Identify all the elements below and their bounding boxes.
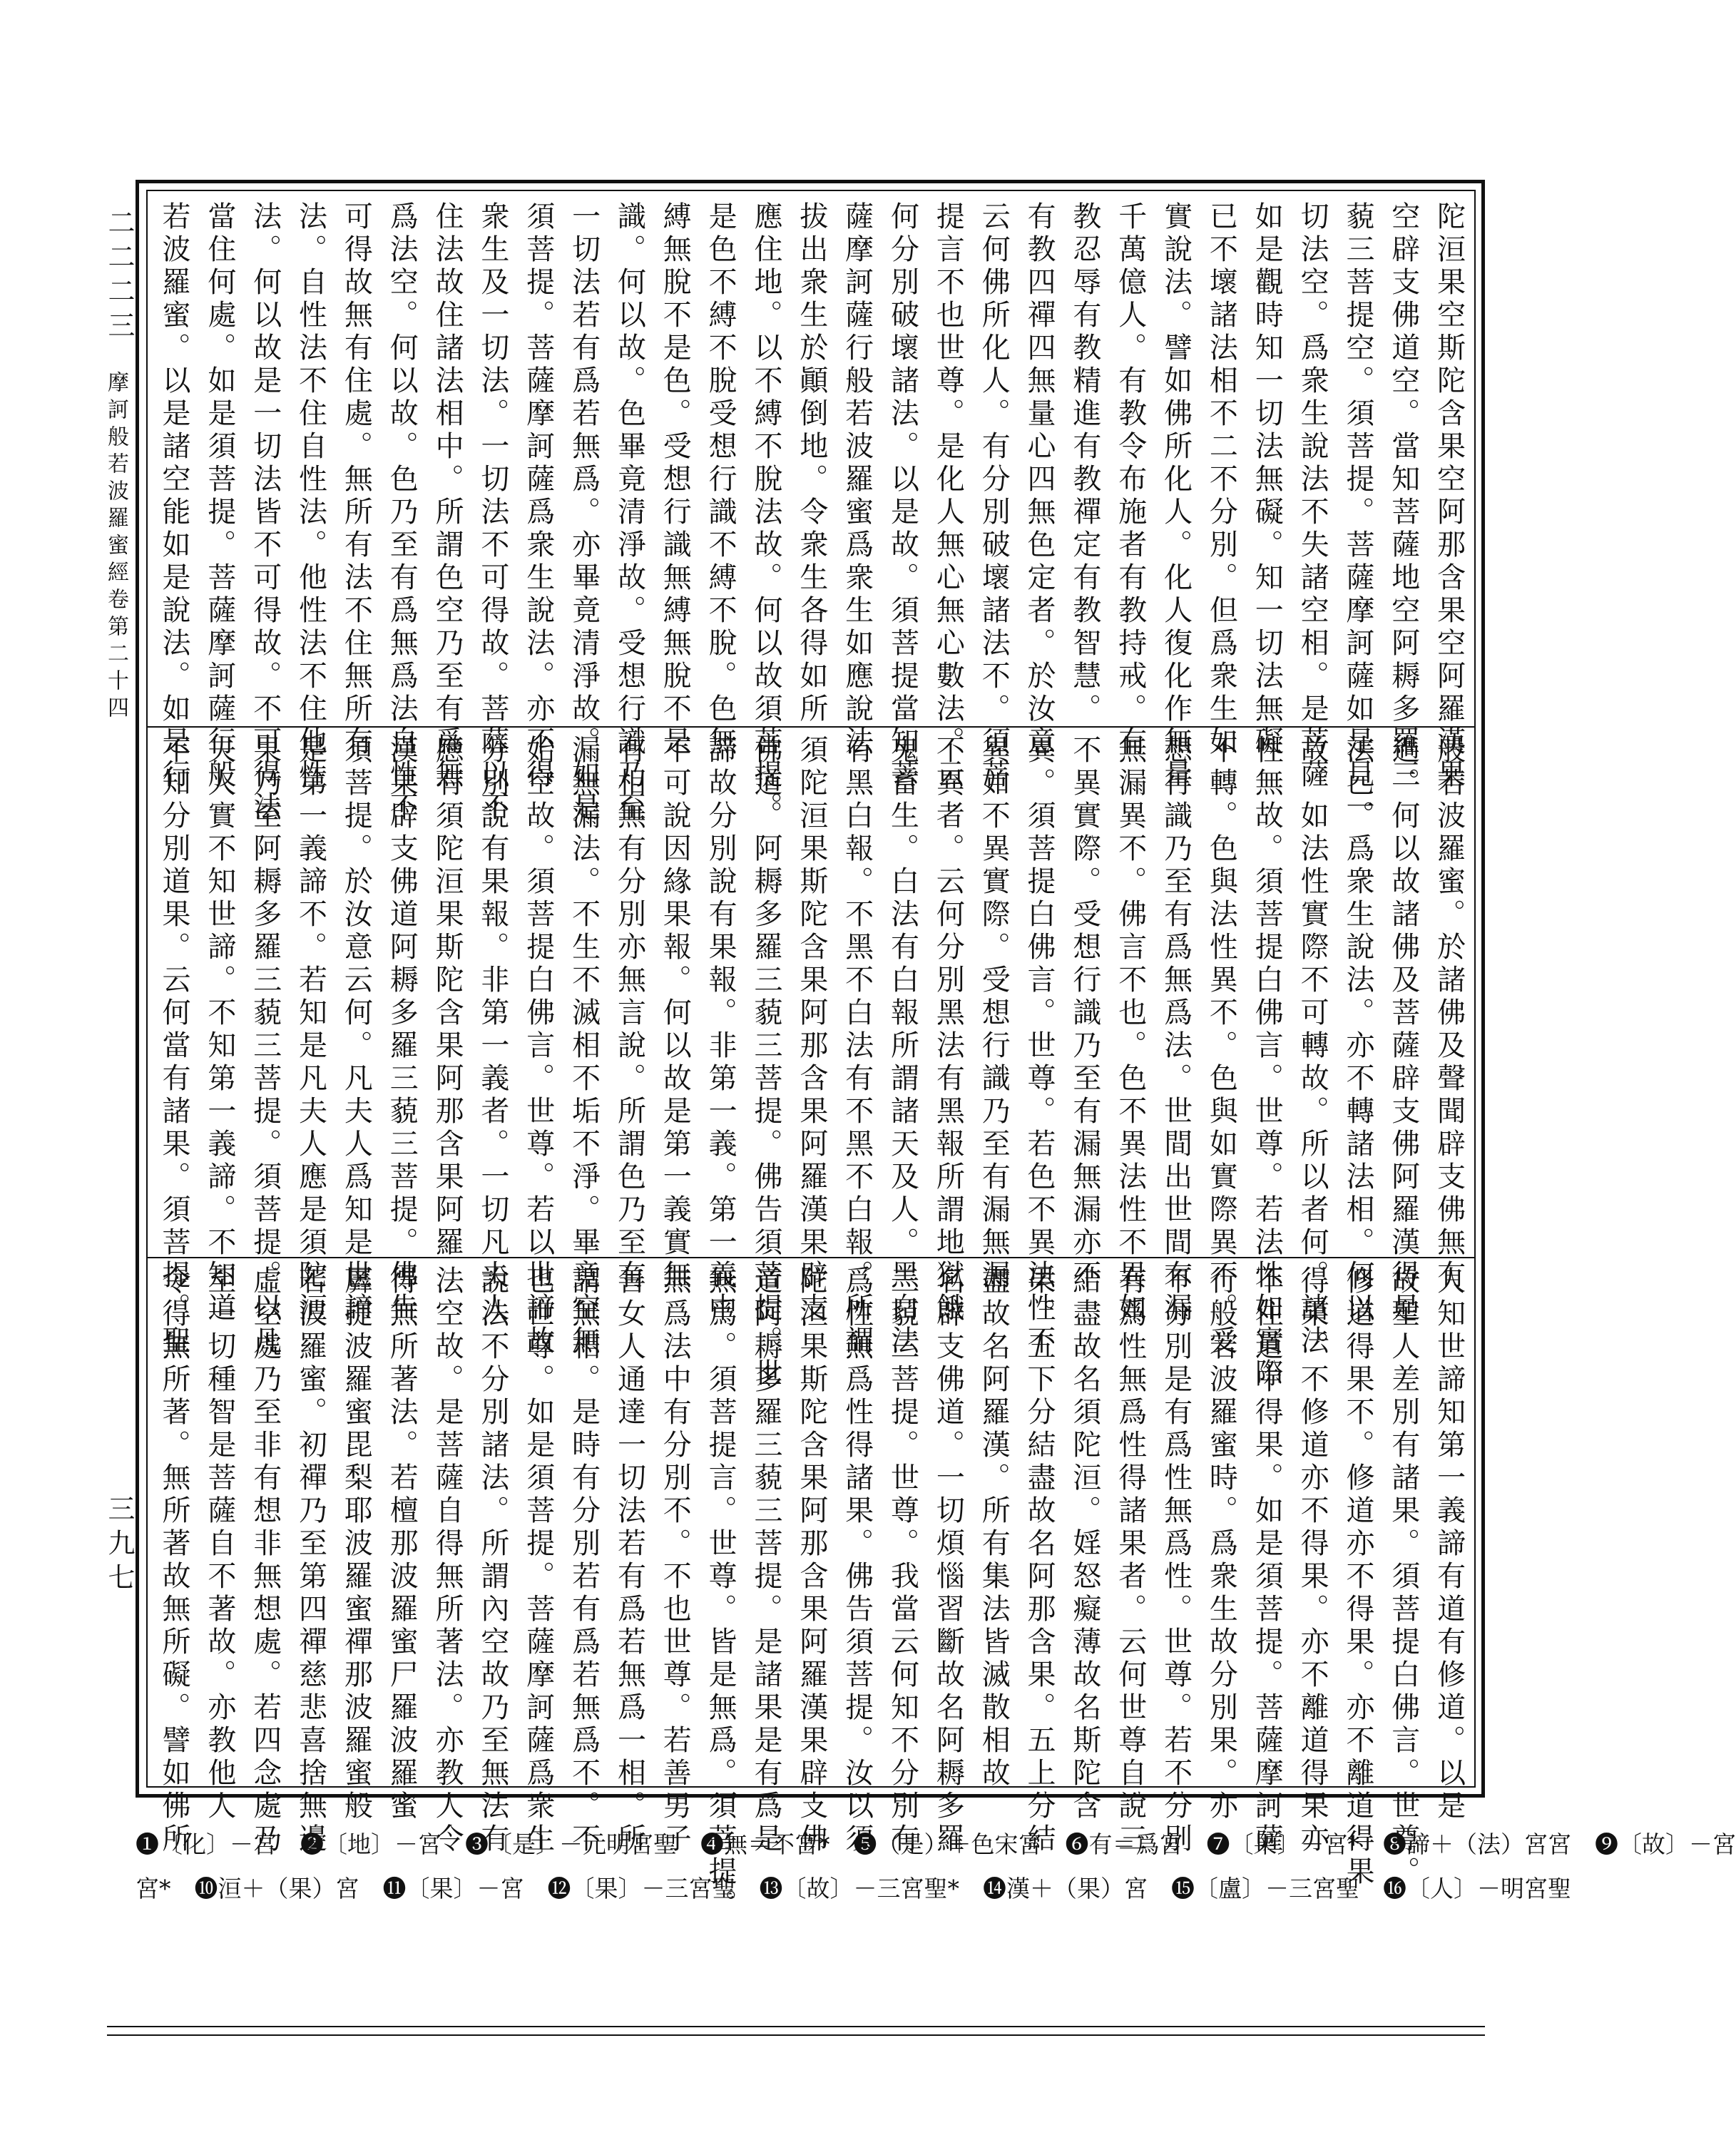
text-column: 是第一義諦不。若知是凡夫人應是須陀洹	[294, 735, 327, 1325]
text-column: 縛無脫不是色。受想行識無縛無脫不是	[658, 201, 692, 759]
text-column: 不分別是有爲性無爲性。世尊。若不分別	[1159, 1265, 1193, 1856]
text-register-middle	[155, 735, 1468, 1391]
footnote-line: 宮* ❿洹＋（果）宮 ⓫〔果〕－宮 ⓬〔果〕－三宮聖 ⓭〔故〕－三宮聖* ⓮漢＋（果）宮 ⓯〔盧〕－三宮聖 ⓰〔人〕－明宮聖	[136, 1875, 1571, 1902]
text-column: 行般若波羅蜜時。爲衆生故分別果。亦	[1205, 1265, 1238, 1823]
text-column: 不知分別道果。云何當有諸果。須菩提。聖	[158, 735, 190, 1358]
text-column: 果。五下分結盡故名阿那含果。五上分結	[1023, 1265, 1056, 1856]
text-column: 修道得果不。修道亦不得果。亦不離道得果	[1341, 1265, 1374, 1889]
text-column: 有相無有分別亦無言說。所謂色乃至有	[613, 735, 646, 1293]
text-column: 三藐三菩提。世尊。我當云何知不分別有	[886, 1265, 919, 1856]
text-column: 令得無所著。無所著故無所礙。譬如佛所	[158, 1265, 190, 1856]
text-column: 不轉。色與法性異不。色與如實際異不。受	[1205, 735, 1238, 1358]
text-column: 盡故名阿羅漢。所有集法皆滅散相故	[977, 1265, 1011, 1790]
text-column: 何分別破壞諸法。以是故。須菩提當知菩	[886, 201, 919, 792]
text-column: 過。何以故諸佛及菩薩辟支佛阿羅漢得是	[1387, 735, 1420, 1325]
text-column: 故聖人差別有諸果。須菩提白佛言。世尊。	[1387, 1265, 1420, 1889]
text-column: 教忍辱有教精進有教禪定有教智慧。	[1068, 201, 1101, 726]
text-column: 爲性無爲性得諸果。佛告須菩提。汝以須	[840, 1265, 874, 1856]
text-column: 陀洹果斯陀含果阿那含果阿羅漢果辟支佛	[795, 1265, 828, 1856]
text-column: 已不壞諸法相不二不分別。但爲衆生如	[1205, 201, 1238, 759]
text-column: 道阿耨多羅三藐三菩提。是諸果是有爲是	[749, 1265, 782, 1856]
text-column: 漏無漏法。不生不滅相不垢不淨。畢竟空無	[567, 735, 601, 1358]
text-column: 漢果辟支佛道阿耨多羅三藐三菩提。佛告	[385, 735, 419, 1325]
text-column: 說法不分別諸法。所謂內空故乃至無法有	[476, 1265, 509, 1856]
text-column: 實說法。譬如佛所化人。化人復化作無量	[1159, 201, 1193, 792]
folio-number: 二二二三	[103, 208, 135, 345]
text-column: 結盡故名須陀洹。婬怒癡薄故名斯陀含	[1068, 1265, 1101, 1823]
text-column: 分別說有果報。非第一義者。一切凡夫人	[476, 735, 509, 1325]
text-column: 如是觀時知一切法無礙。知一切法無礙	[1250, 201, 1284, 759]
text-column: 無爲法中有分別不。不也世尊。若善男子	[658, 1265, 692, 1856]
text-column: 當住何處。如是須菩提。菩薩摩訶薩行般	[203, 201, 236, 792]
text-column: 鬼畜生。白法有白報所謂諸天及人。黑白法	[886, 735, 919, 1358]
text-column: 有教四禪四無量心四無色定者。於汝意	[1023, 201, 1056, 759]
text-column: 住法故住諸法相中。所謂色空乃至有爲無	[431, 201, 464, 792]
text-column: 羼提波羅蜜毘梨耶波羅蜜禪那波羅蜜般	[339, 1265, 373, 1823]
text-column: 法已。爲衆生說法。亦不轉諸法相。何以	[1341, 735, 1374, 1325]
text-column: 異如不異實際。受想行識乃至有漏無漏	[977, 735, 1011, 1293]
text-column: 拔出衆生於顚倒地。令衆生各得如所	[795, 201, 828, 726]
text-column: 識。何以故。色畢竟清淨故。受想行識乃至	[613, 201, 646, 825]
text-column: 人知世諦知第一義諦有道有修道。以是	[1432, 1265, 1466, 1823]
text-column: 須菩提。於汝意云何。凡夫人爲知是世諦	[339, 735, 373, 1325]
text-column: 須菩提。菩薩摩訶薩爲衆生說法。亦不得	[521, 201, 555, 792]
text-column: 千萬億人。有教令布施者有教持戒。有	[1113, 201, 1147, 759]
text-column: 也世尊。如是須菩提。菩薩摩訶薩爲衆生	[521, 1265, 555, 1856]
text-column: 是色不縛不脫受想行識不縛不脫。色無	[704, 201, 737, 759]
text-column: 切法空。爲衆生說法不失諸空相。是菩薩	[1296, 201, 1329, 792]
text-column: 須陀洹果斯陀含果阿那含果阿羅漢果辟支	[795, 735, 828, 1325]
text-column: 有黑白報。不黑不白法有不黑不白報。所謂	[840, 735, 874, 1358]
text-column: 不住道中得果。如是須菩提。菩薩摩訶薩	[1250, 1265, 1284, 1856]
text-column: 無爲。須菩提言。世尊。皆是無爲。須菩提。	[704, 1265, 737, 1922]
text-column: 法空故。是菩薩自得無所著法。亦教人令	[431, 1265, 464, 1856]
text-column: 若波羅蜜。以是諸空能如是說法。如是行	[158, 201, 190, 792]
text-column: 若波羅蜜。初禪乃至第四禪慈悲喜捨無邊	[294, 1265, 327, 1856]
text-column: 提言不也世尊。是化人無心無心數法。云	[931, 201, 965, 792]
page-number: 三九七	[103, 1494, 135, 1597]
footnote-line: ❶〔化〕－宮 ❷〔地〕－宮 ❸〔是〕－元明宮聖 ❹無＝不宮* ❺（是）＋色宋宮 ❻有＝爲宮 ❼〔果〕－宮* ❽諦＋（法）宮宮 ❾〔故〕－宮	[136, 1830, 1736, 1858]
text-column: 云何佛所化人。有分別破壞諸法不。須菩	[977, 201, 1011, 792]
text-column: 始空故。須菩提白佛言。世尊。若以世諦故	[521, 735, 555, 1358]
bottom-rule	[107, 2026, 1485, 2027]
text-column: 諦故分別說有果報。非第一義。第一義中	[704, 735, 737, 1325]
text-column: 陀洹果空斯陀含果空阿那含果空阿羅漢果	[1432, 201, 1466, 792]
text-column: 故。如法性實際不可轉故。所以者何。諸法	[1296, 735, 1329, 1358]
text-column: 果乃至阿耨多羅三藐三菩提。須菩提。以凡	[248, 735, 282, 1358]
text-column: 得無所著法。若檀那波羅蜜尸羅波羅蜜	[385, 1265, 419, 1823]
text-column: 一切法若有爲若無爲。亦畢竟清淨故。如是	[567, 201, 601, 825]
text-column: 爲法空。何以故。色乃至有爲無爲法自性不	[385, 201, 419, 825]
text-column: 有爲性無爲性得諸果者。云何世尊自說三	[1113, 1265, 1147, 1856]
text-column: 夫人實不知世諦。不知第一義諦。不知道	[203, 735, 236, 1325]
text-column: 虛空處乃至非有想非無想處。若四念處乃	[248, 1265, 282, 1856]
text-column: 衆生及一切法。一切法不可得故。菩薩以不	[476, 201, 509, 825]
text-column: 不異實際。受想行識乃至有漏無漏亦不	[1068, 735, 1101, 1293]
text-column: 性無故。須菩提白佛言。世尊。若法性如實際	[1250, 735, 1284, 1391]
text-register-upper	[155, 201, 1468, 825]
bottom-rule	[107, 2034, 1485, 2036]
text-column: 得果。不修道亦不得果。亦不離道得果亦	[1296, 1265, 1329, 1856]
text-column: 應住地。以不縛不脫法故。何以故須菩提。	[749, 201, 782, 825]
text-column: 不可說因緣果報。何以故是第一義實無	[658, 735, 692, 1293]
text-column: 不異者。云何分別黑法有黑報所謂地獄餓	[931, 735, 965, 1325]
text-column: 謂無相。是時有分別若有爲若無爲不。不	[567, 1265, 601, 1856]
text-column: 藐三菩提空。須菩提。菩薩摩訶薩如是見一	[1341, 201, 1374, 825]
footnotes	[136, 1826, 1736, 1990]
text-column: 法。自性法不住自性法。他性法不住他性	[294, 201, 327, 792]
text-column: 般若波羅蜜。於諸佛及聲聞辟支佛無有	[1432, 735, 1466, 1293]
text-column: 想行識乃至有爲無爲法。世間出世間有漏	[1159, 735, 1193, 1325]
text-column: 法。何以故是一切法皆不可得故。不可得法	[248, 201, 282, 825]
text-column: 應有須陀洹果斯陀含果阿那含果阿羅	[431, 735, 464, 1260]
text-column: 善女人通達一切法若有爲若無爲一相。所	[613, 1265, 646, 1856]
running-title: 摩訶般若波羅蜜經卷第二十四	[103, 371, 128, 723]
text-column: 名辟支佛道。一切煩惱習斷故名阿耨多羅	[931, 1265, 965, 1856]
text-column: 至一切種智是菩薩自不著故。亦教他人	[203, 1265, 236, 1823]
text-column: 無漏異不。佛言不也。色不異法性不異如	[1113, 735, 1147, 1325]
text-column: 空辟支佛道空。當知菩薩地空阿耨多羅三	[1387, 201, 1420, 792]
text-column: 薩摩訶薩行般若波羅蜜爲衆生如應說法	[840, 201, 874, 759]
text-column: 可得故無有住處。無所有法不住無所有	[339, 201, 373, 759]
text-column: 異。須菩提白佛言。世尊。若色不異法性不	[1023, 735, 1056, 1358]
text-column: 佛道。阿耨多羅三藐三菩提。佛告須菩提。世	[749, 735, 782, 1391]
